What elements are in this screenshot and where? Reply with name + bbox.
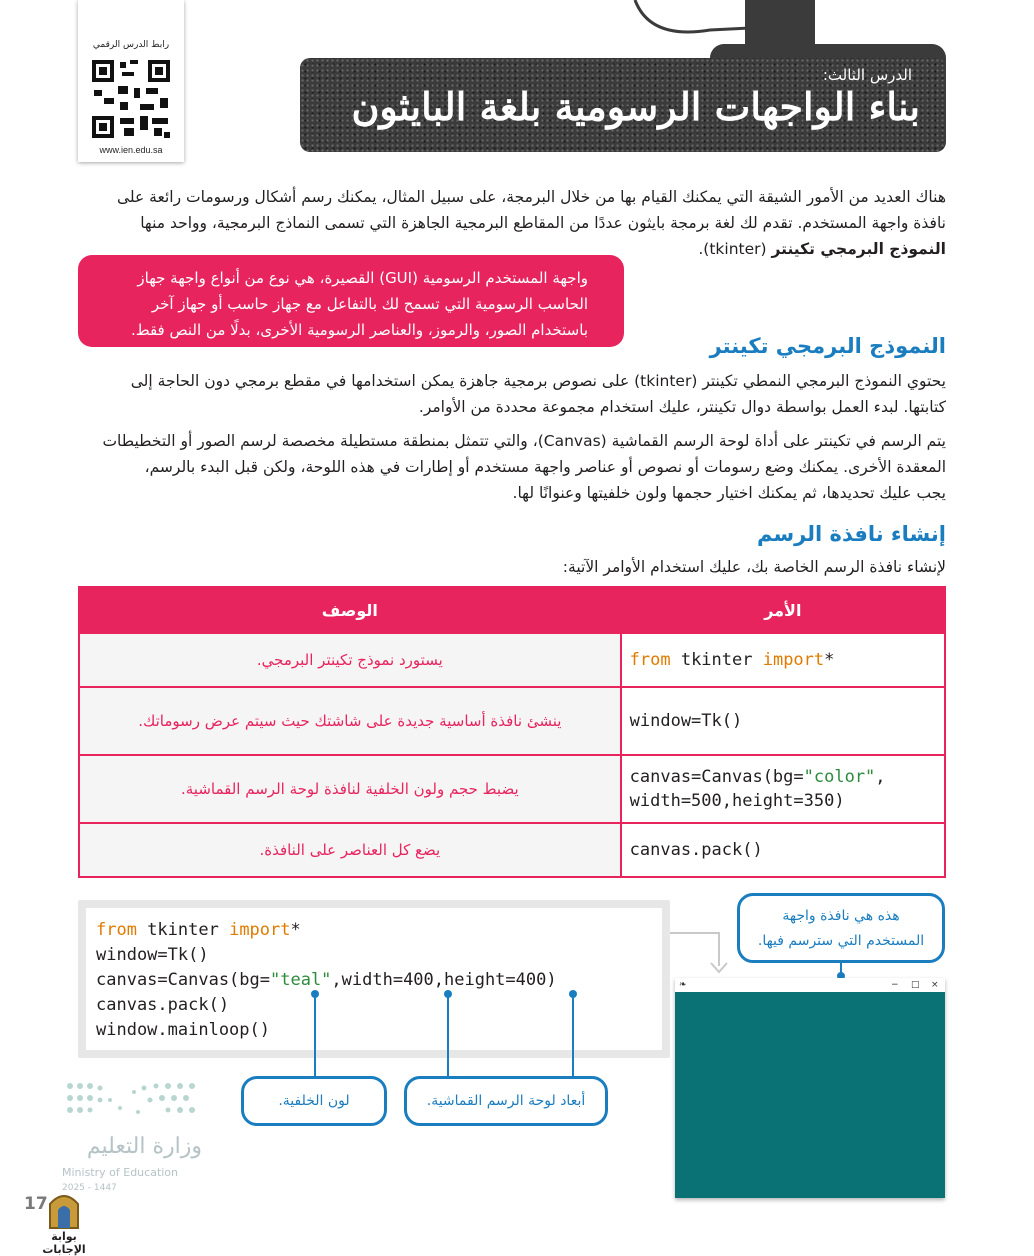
callout-line-1: واجهة المستخدم الرسومية (GUI) القصيرة، هي نوع من أنواع واجهة جهاز (137, 269, 588, 287)
intro-line-2: نافذة واجهة المستخدم. تقدم لك لغة برمجة بايثون عددًا من المقاطع البرمجية الجاهزة التي تسمى النماذج البرمجية، وواحد منها (140, 214, 946, 232)
row-description: ينشئ نافذة أساسية جديدة على شاشتك حيث سيتم عرض رسوماتك. (79, 687, 621, 755)
lesson-label: الدرس الثالث: (822, 66, 912, 84)
code-line-3c: ,width=400,height=400) (331, 970, 557, 990)
cmd-part-c: , (875, 767, 886, 787)
arrow-down-icon (710, 962, 728, 974)
connector-line (718, 932, 720, 966)
bg-color-label: لون الخلفية. (241, 1076, 387, 1126)
kw-from: from (629, 650, 671, 670)
portal-logo-icon (46, 1188, 82, 1230)
row-description: يستورد نموذج تكينتر البرمجي. (79, 633, 621, 687)
row-command: canvas.pack() (621, 823, 945, 877)
callout-line-2: الحاسب الرسومية التي تسمح لك بالتفاعل مع جهاز حاسب أو جهاز آخر (151, 295, 588, 313)
section-heading-tkinter: النموذج البرمجي تكينتر (709, 334, 946, 358)
window-note-line-2: المستخدم التي سترسم فيها. (757, 933, 925, 949)
code-line-2: window=Tk() (96, 945, 209, 965)
row-description: يضع كل العناصر على النافذة. (79, 823, 621, 877)
commands-table (78, 586, 946, 878)
close-button[interactable]: × (931, 980, 939, 990)
qr-card[interactable] (78, 0, 184, 162)
ministry-name-en: Ministry of Education (62, 1166, 179, 1179)
section2-intro: لإنشاء نافذة الرسم الخاصة بك، عليك استخدام الأوامر الآتية: (562, 558, 946, 576)
header-description: الوصف (79, 587, 621, 633)
cmd-part-d: width=500,height=350) (629, 791, 845, 811)
page-number: 17 (24, 1194, 48, 1214)
ministry-logo-icon (64, 1078, 200, 1124)
cmd-string: "color" (803, 767, 876, 787)
row-command (621, 633, 945, 687)
header-command: الأمر (621, 587, 945, 633)
ministry-year: 2025 - 1447 (62, 1183, 117, 1193)
lesson-title: بناء الواجهات الرسومية بلغة البايثون (351, 84, 920, 129)
cmd-star: * (824, 650, 835, 670)
portal-label: بوابة الإجابات (42, 1230, 86, 1256)
table-header-row (79, 587, 945, 633)
s1p2-line-2: المعقدة الأخرى. يمكنك وضع رسومات أو نصوص أو عناصر واجهة مستخدم أو إطارات في هذه اللوحة، ولكن قبل البدء بالرسم، (144, 458, 946, 476)
intro-paragraph (78, 184, 946, 262)
feather-icon: ❧ (679, 980, 687, 990)
callout-line-3: باستخدام الصور، والرموز، والعناصر الرسومية الأخرى، بدلًا من النص فقط. (130, 321, 588, 339)
maximize-button[interactable]: □ (911, 980, 920, 990)
table-row (79, 755, 945, 823)
connector-line (670, 932, 720, 934)
pointer-line (447, 994, 449, 1078)
row-description: يضبط حجم ولون الخلفية لنافذة لوحة الرسم القماشية. (79, 755, 621, 823)
code-content (86, 908, 662, 1050)
table-row (79, 823, 945, 877)
qr-url[interactable]: www.ien.edu.sa (99, 145, 163, 155)
canvas-size-label: أبعاد لوحة الرسم القماشية. (404, 1076, 608, 1126)
cmd-module: tkinter (670, 650, 763, 670)
window-note (737, 893, 945, 963)
section1-paragraph-2 (78, 428, 946, 506)
intro-line-1: هناك العديد من الأمور الشيقة التي يمكنك القيام بها من خلال البرمجة، على سبيل المثال، يمكنك رسم أشكال ورسومات رائعة على (116, 188, 946, 206)
code-star: * (290, 920, 301, 940)
intro-bold-term: النموذج البرمجي تكينتر (771, 240, 946, 258)
section1-paragraph-1 (78, 368, 946, 420)
code-kw-from: from (96, 920, 137, 940)
cmd-part-a: canvas=Canvas(bg= (629, 767, 804, 787)
gui-definition-callout (78, 255, 624, 347)
s1p2-line-1: يتم الرسم في تكينتر على أداة لوحة الرسم القماشية (Canvas)، والتي تتمثل بمنطقة مستطيلة مخصصة لرسم الصور أو التخطيطات (102, 432, 946, 450)
code-line-3a: canvas=Canvas(bg= (96, 970, 270, 990)
row-command: window=Tk() (621, 687, 945, 755)
s1p2-line-3: يجب عليك تحديدها، ثم يمكنك اختيار حجمها ولون خلفيتها وعنوانًا لها. (512, 484, 946, 502)
kw-import: import (762, 650, 825, 670)
intro-line-3-rest: (tkinter). (698, 240, 772, 258)
window-titlebar (675, 978, 945, 992)
table-row (79, 687, 945, 755)
minimize-button[interactable]: − (891, 980, 899, 990)
qr-code-icon[interactable] (90, 58, 172, 140)
code-kw-import: import (229, 920, 291, 940)
tk-window-preview (675, 978, 945, 1198)
cable-graphic (630, 0, 760, 40)
s1p1-line-1: يحتوي النموذج البرمجي النمطي تكينتر (tkinter) على نصوص برمجية جاهزة يمكن استخدامها في مقطع برمجي دون الحاجة إلى (130, 372, 946, 390)
qr-label: رابط الدرس الرقمي (92, 40, 170, 50)
pointer-line (314, 994, 316, 1078)
code-string-teal: "teal" (270, 970, 332, 990)
window-note-line-1: هذه هي نافذة واجهة (782, 908, 900, 924)
s1p1-line-2: كتابتها. لبدء العمل بواسطة دوال تكينتر، عليك استخدام مجموعة محددة من الأوامر. (418, 398, 946, 416)
row-command (621, 755, 945, 823)
section-heading-create-window: إنشاء نافذة الرسم (756, 522, 946, 546)
pointer-line (572, 994, 574, 1078)
ministry-name-ar: وزارة التعليم (86, 1134, 202, 1159)
code-line-5: window.mainloop() (96, 1020, 270, 1040)
code-block (78, 900, 670, 1058)
code-module: tkinter (136, 920, 230, 940)
code-line-4: canvas.pack() (96, 995, 230, 1015)
table-row (79, 633, 945, 687)
